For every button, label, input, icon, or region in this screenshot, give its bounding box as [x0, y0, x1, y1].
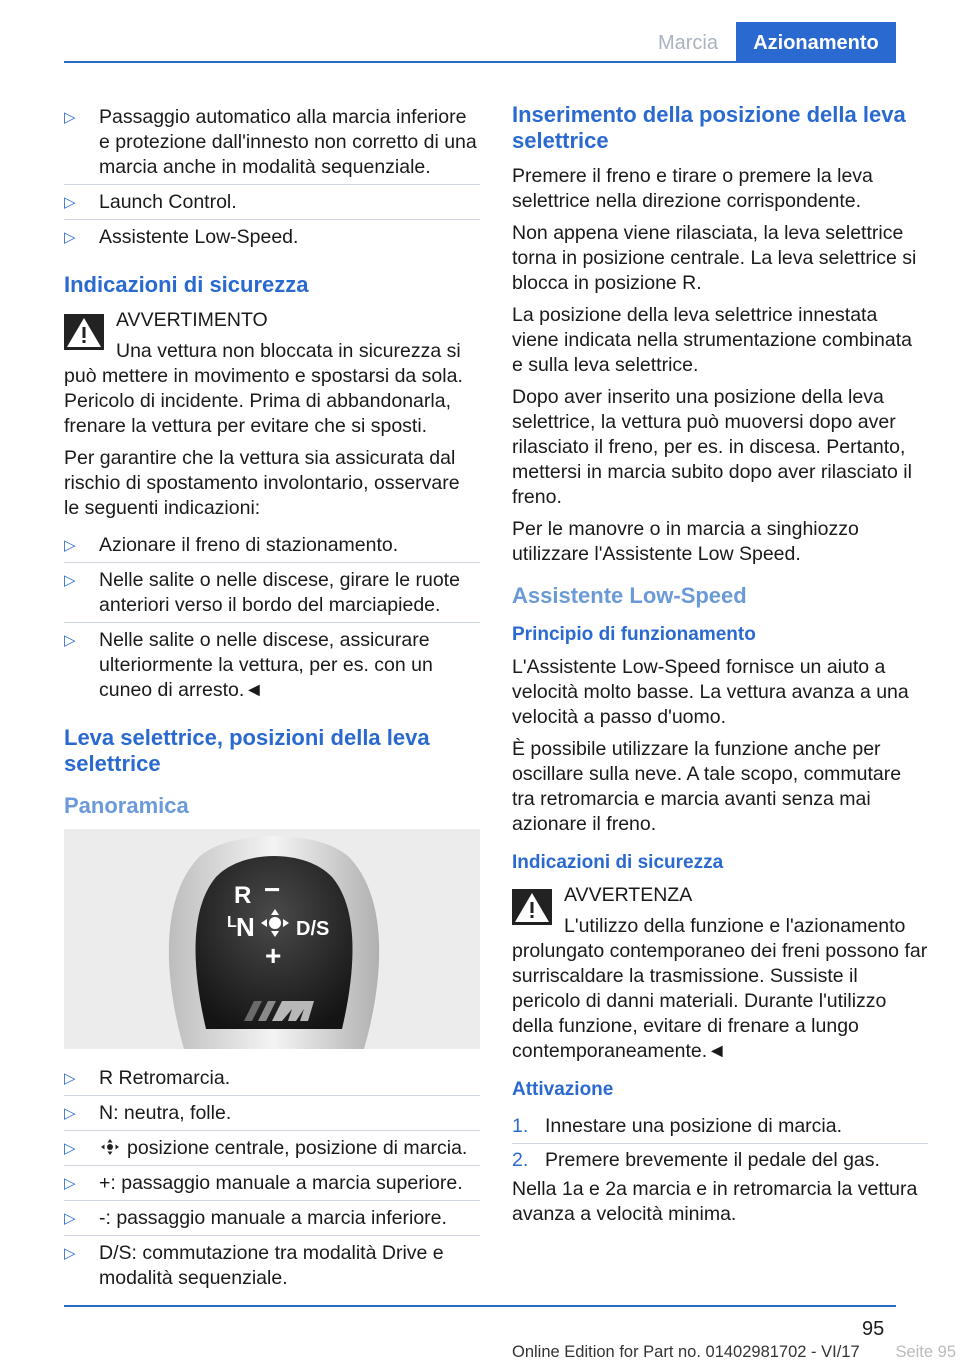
- lever-heading: Leva selettrice, posizioni della leva selettrice: [64, 725, 430, 776]
- caution-text: L'utilizzo della funzione e l'azionamento prolungato contemporaneo dei freni possono far surriscaldare la trasmissione. Sussiste il pericolo di danni materiali. Durante l'utilizzo della funzione, evitare di frenare a lungo contemporaneamente.◄: [512, 915, 928, 1062]
- footer-watermark: Seite 95: [895, 1343, 956, 1361]
- triangle-bullet-icon: ▷: [64, 1140, 76, 1157]
- paragraph: È possibile utilizzare la funzione anche per oscillare sulla neve. A tale scopo, commutare tra retromarcia e marcia avanti senza mai azionare il freno.: [512, 738, 902, 835]
- section-tab[interactable]: Marcia: [657, 32, 718, 54]
- lever-label-plus: +: [265, 940, 282, 971]
- page-header: [0, 0, 960, 62]
- triangle-bullet-icon: ▷: [64, 109, 76, 126]
- overview-heading: Panoramica: [64, 793, 189, 818]
- lever-label-r: R: [234, 882, 252, 909]
- paragraph: La posizione della leva selettrice innestata viene indicata nella strumentazione combinata e sulla leva selettrice.: [512, 304, 912, 376]
- paragraph: L'Assistente Low-Speed fornisce un aiuto a velocità molto basse. La vettura avanza a una velocità a passo d'uomo.: [512, 656, 909, 728]
- list-item: ▷ posizione centrale, posizione di marcia.: [64, 1131, 480, 1166]
- paragraph: Non appena viene rilasciata, la leva selettrice torna in posizione centrale. La leva selettrice si blocca in posizione R.: [512, 222, 917, 294]
- list-item: ▷ D/S: commutazione tra modalità Drive e modalità sequenziale.: [64, 1242, 444, 1289]
- safety-list: [64, 528, 480, 707]
- activation-steps: [512, 1110, 928, 1177]
- warning-triangle-icon: [512, 889, 552, 925]
- list-item: ▷ N: neutra, folle.: [64, 1096, 480, 1131]
- right-column: [512, 100, 928, 1234]
- warning-block: [64, 308, 480, 439]
- feature-list: [64, 100, 480, 254]
- final-paragraph: Nella 1a e 2a marcia e in retromarcia la vettura avanza a velocità minima.: [512, 1178, 918, 1225]
- caution-title: AVVERTENZA: [564, 884, 693, 906]
- safety-heading-right: Indicazioni di sicurezza: [512, 852, 724, 873]
- insert-heading: Inserimento della posizione della leva selettrice: [512, 102, 906, 153]
- warning-title: AVVERTIMENTO: [116, 309, 268, 331]
- footer-divider: [64, 1305, 896, 1307]
- paragraph: Premere il freno e tirare o premere la leva selettrice nella direzione corrispondente.: [512, 165, 873, 212]
- gear-lever-figure: [64, 829, 480, 1049]
- lever-label-n: N: [236, 912, 255, 942]
- step-item: 2. Premere brevemente il pedale del gas.: [512, 1149, 880, 1171]
- left-column: [64, 100, 480, 1295]
- footer-edition: Online Edition for Part no. 01402981702 - VI/17: [512, 1343, 860, 1361]
- lowspeed-heading: Assistente Low-Speed: [512, 583, 747, 608]
- list-item: ▷ Azionare il freno di stazionamento.: [64, 528, 480, 563]
- triangle-bullet-icon: ▷: [64, 537, 76, 554]
- warning-text: Una vettura non bloccata in sicurezza si può mettere in movimento e spostarsi da sola. Pericolo di incidente. Prima di abbandonarla, frenare la vettura per evitare che si sposti.: [64, 340, 463, 437]
- lever-label-l: L: [227, 914, 237, 931]
- triangle-bullet-icon: ▷: [64, 632, 76, 649]
- gear-lever-illustration: [64, 829, 480, 1049]
- list-item: ▷ +: passaggio manuale a marcia superiore.: [64, 1166, 480, 1201]
- lever-label-minus: −: [264, 874, 281, 905]
- safety-paragraph: Per garantire che la vettura sia assicurata dal rischio di spostamento involontario, osservare le seguenti indicazioni:: [64, 447, 460, 519]
- triangle-bullet-icon: ▷: [64, 1210, 76, 1227]
- list-item: ▷ Nelle salite o nelle discese, girare le ruote anteriori verso il bordo del marciapiede.: [64, 563, 480, 623]
- lever-positions-list: [64, 1061, 480, 1295]
- triangle-bullet-icon: ▷: [64, 1070, 76, 1087]
- lever-label-ds: D/S: [296, 918, 330, 940]
- center-position-icon: [99, 1138, 121, 1156]
- list-item: ▷ R Retromarcia.: [64, 1061, 480, 1096]
- list-item: ▷ Assistente Low-Speed.: [64, 226, 299, 248]
- chapter-tab[interactable]: Azionamento: [736, 22, 896, 62]
- list-item: ▷ -: passaggio manuale a marcia inferiore.: [64, 1201, 480, 1236]
- triangle-bullet-icon: ▷: [64, 229, 76, 246]
- warning-triangle-icon: [64, 314, 104, 350]
- page-number: 95: [862, 1318, 885, 1340]
- list-item: ▷ Nelle salite o nelle discese, assicurare ulteriormente la vettura, per es. con un cuneo di arresto.◄: [64, 629, 433, 701]
- principle-heading: Principio di funzionamento: [512, 624, 756, 645]
- paragraph: Per le manovre o in marcia a singhiozzo utilizzare l'Assistente Low Speed.: [512, 518, 859, 565]
- triangle-bullet-icon: ▷: [64, 572, 76, 589]
- triangle-bullet-icon: ▷: [64, 1105, 76, 1122]
- triangle-bullet-icon: ▷: [64, 1175, 76, 1192]
- safety-heading: Indicazioni di sicurezza: [64, 272, 309, 297]
- activation-heading: Attivazione: [512, 1079, 614, 1100]
- triangle-bullet-icon: ▷: [64, 194, 76, 211]
- header-divider: [64, 61, 896, 63]
- paragraph: Dopo aver inserito una posizione della leva selettrice, la vettura può muoversi dopo aver rilasciato il freno, per es. in discesa. Pertanto, mettersi in marcia subito dopo aver rilasciato il freno.: [512, 386, 912, 508]
- triangle-bullet-icon: ▷: [64, 1245, 76, 1262]
- list-item: ▷ Passaggio automatico alla marcia inferiore e protezione dall'innesto non corretto di una marcia anche in modalità sequenziale.: [64, 100, 480, 185]
- step-item: 1. Innestare una posizione di marcia.: [512, 1110, 928, 1144]
- caution-block: [512, 883, 928, 1064]
- list-item: ▷ Launch Control.: [64, 185, 480, 220]
